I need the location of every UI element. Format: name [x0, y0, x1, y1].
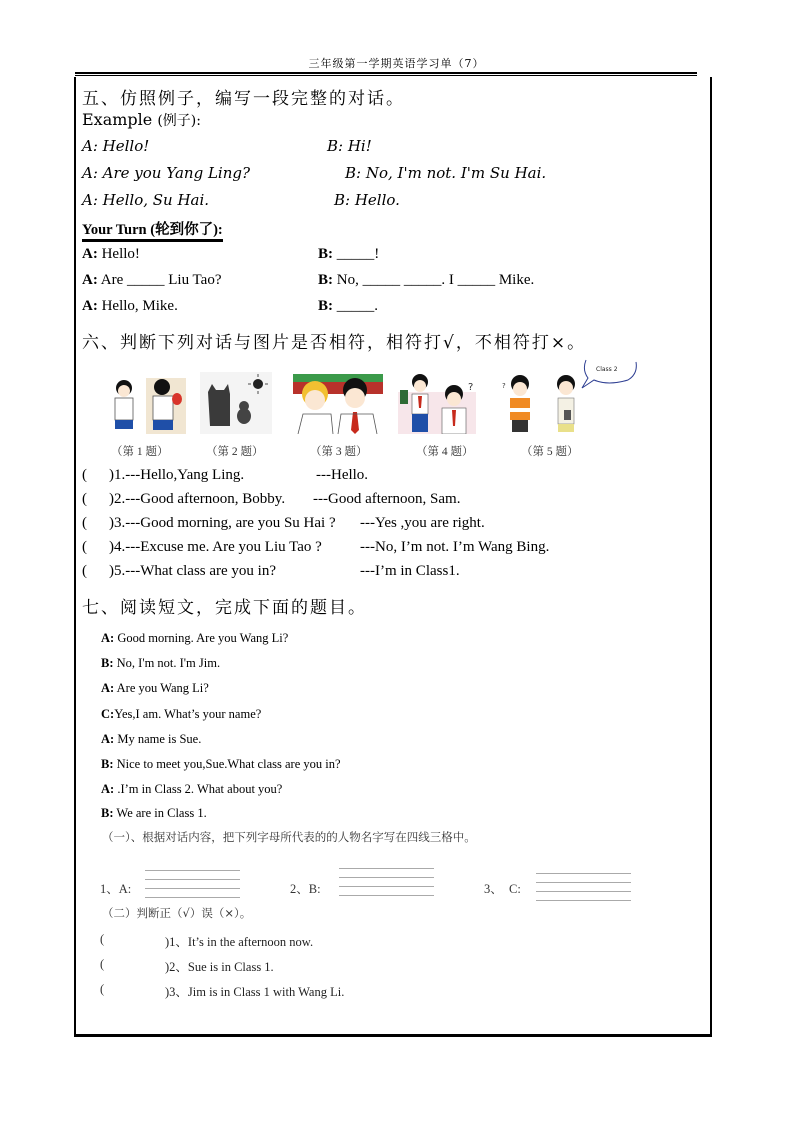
tf-item-1-paren[interactable]: ( — [100, 932, 105, 946]
picture-caption-5: （第 5 题） — [521, 446, 579, 458]
judge-item-5-paren[interactable]: ( — [82, 563, 87, 579]
svg-text:?: ? — [468, 382, 474, 393]
picture-caption-3: （第 3 题） — [310, 446, 368, 458]
part1-title: （一）、根据对话内容，把下列字母所代表的的人物名字写在四线三格中。 — [102, 830, 476, 844]
example-line-2-a: A: Are you Yang Ling? — [82, 164, 251, 182]
picture-caption-1: （第 1 题） — [111, 446, 169, 458]
your-turn-line-3-a — [82, 298, 178, 315]
speaker-b: B: — [318, 246, 333, 262]
two-children-greeting-picture — [104, 372, 186, 434]
example-label-zh: (例子): — [157, 113, 201, 129]
line-text: Nice to meet you,Sue.What class are you in? — [113, 757, 341, 771]
name-label-b: 2、B: — [290, 882, 321, 896]
speech-bubble-text: Class 2 — [596, 366, 618, 373]
svg-text:?: ? — [502, 382, 506, 390]
line-text: Yes,I am. What’s your name? — [114, 707, 262, 721]
line-text: Hello, Mike. — [97, 298, 178, 314]
line-text: My name is Sue. — [114, 732, 202, 746]
section5-title: 五、仿照例子，编写一段完整的对话。 — [82, 89, 405, 109]
section6-title: 六、判断下列对话与图片是否相符，相符打√，不相符打×。 — [82, 333, 587, 353]
line-text: We are in Class 1. — [113, 806, 207, 820]
example-line-1-a: A: Hello! — [82, 137, 150, 155]
header-rule-thick — [75, 72, 697, 74]
judge-item-1-answer: ---Hello. — [316, 467, 369, 483]
reading-line-4 — [101, 707, 261, 722]
reading-line-5 — [101, 732, 201, 747]
speaker: A: — [101, 732, 115, 746]
blank-fill[interactable]: _____. — [333, 298, 378, 314]
your-turn-line-3-b — [318, 298, 378, 315]
reading-line-8 — [101, 806, 207, 821]
your-turn-label: Your Turn (轮到你了): — [82, 222, 223, 238]
judge-item-4-answer: ---No, I’m not. I’m Wang Bing. — [360, 539, 550, 555]
speaker-a: A: — [82, 246, 98, 262]
speaker: A: — [101, 681, 115, 695]
your-turn-line-2-a — [82, 272, 221, 289]
example-line-3-b: B: Hello. — [334, 191, 400, 209]
blank-fill[interactable]: Are _____ Liu Tao? — [97, 272, 222, 288]
judge-item-3-paren[interactable]: ( — [82, 515, 87, 531]
part2-title: （二）判断正（√）误（×）。 — [102, 906, 252, 920]
tf-item-2-text: )2、Sue is in Class 1. — [165, 960, 274, 974]
tf-item-2-paren[interactable]: ( — [100, 957, 105, 971]
judge-item-5-answer: ---I’m in Class1. — [360, 563, 460, 579]
example-label: Example — [82, 110, 153, 129]
picture-caption-4: （第 4 题） — [416, 446, 474, 458]
reading-line-7 — [101, 782, 282, 797]
line-text: .I’m in Class 2. What about you? — [114, 782, 283, 796]
example-line-2-b: B: No, I'm not. I'm Su Hai. — [345, 164, 547, 182]
speaker: B: — [101, 757, 114, 771]
blank-fill[interactable]: _____! — [333, 246, 380, 262]
tf-item-1-text: )1、It’s in the afternoon now. — [165, 935, 314, 949]
example-heading — [82, 110, 201, 130]
speaker: A: — [101, 631, 115, 645]
boy-girl-class-picture — [502, 372, 584, 434]
two-boys-waving-picture — [293, 372, 383, 434]
speaker-a: A: — [82, 272, 98, 288]
speaker: C: — [101, 707, 115, 721]
picture-caption-2: （第 2 题） — [206, 446, 264, 458]
four-line-writing-field-a[interactable] — [145, 870, 240, 906]
four-line-writing-field-b[interactable] — [339, 868, 434, 904]
your-turn-line-2-b — [318, 272, 534, 289]
speaker-b: B: — [318, 272, 333, 288]
two-boys-question-picture — [398, 372, 476, 434]
judge-item-4-paren[interactable]: ( — [82, 539, 87, 555]
judge-item-5-question: )5.---What class are you in? — [109, 563, 277, 579]
judge-item-4-question: )4.---Excuse me. Are you Liu Tao ? — [109, 539, 322, 555]
blank-fill[interactable]: No, _____ _____. I _____ Mike. — [333, 272, 535, 288]
reading-line-1 — [101, 631, 288, 646]
tf-item-3-paren[interactable]: ( — [100, 982, 105, 996]
speech-bubble-icon — [578, 356, 640, 390]
judge-item-2-answer: ---Good afternoon, Sam. — [313, 491, 461, 507]
line-text: Good morning. Are you Wang Li? — [114, 631, 289, 645]
header-rule-thin — [75, 75, 697, 76]
worksheet-header-title: 三年级第一学期英语学习单（7） — [308, 57, 485, 70]
example-line-1-b: B: Hi! — [327, 137, 372, 155]
your-turn-line-1-a — [82, 246, 140, 263]
judge-item-2-paren[interactable]: ( — [82, 491, 87, 507]
speaker: A: — [101, 782, 115, 796]
line-text: Hello! — [97, 246, 140, 262]
speaker: B: — [101, 656, 114, 670]
judge-item-1-paren[interactable]: ( — [82, 467, 87, 483]
name-label-c: 3、 C: — [484, 882, 521, 896]
judge-item-1-question: )1.---Hello,Yang Ling. — [109, 467, 245, 483]
speaker-a: A: — [82, 298, 98, 314]
four-line-writing-field-c[interactable] — [536, 873, 631, 909]
tf-item-3-text: )3、Jim is in Class 1 with Wang Li. — [165, 985, 345, 999]
line-text: Are you Wang Li? — [114, 681, 209, 695]
reading-line-2 — [101, 656, 220, 671]
your-turn-heading — [82, 218, 223, 242]
your-turn-underline — [82, 218, 223, 242]
your-turn-line-1-b — [318, 246, 379, 263]
line-text: No, I'm not. I'm Jim. — [113, 656, 221, 670]
reading-line-3 — [101, 681, 209, 696]
speaker: B: — [101, 806, 114, 820]
example-line-3-a: A: Hello, Su Hai. — [82, 191, 210, 209]
section7-title: 七、阅读短文，完成下面的题目。 — [82, 598, 367, 618]
reading-line-6 — [101, 757, 341, 772]
cat-and-mouse-sun-picture — [200, 372, 272, 434]
name-label-a: 1、A: — [100, 882, 132, 896]
judge-item-3-question: )3.---Good morning, are you Su Hai ? — [109, 515, 336, 531]
speaker-b: B: — [318, 298, 333, 314]
judge-item-3-answer: ---Yes ,you are right. — [360, 515, 485, 531]
judge-item-2-question: )2.---Good afternoon, Bobby. — [109, 491, 286, 507]
